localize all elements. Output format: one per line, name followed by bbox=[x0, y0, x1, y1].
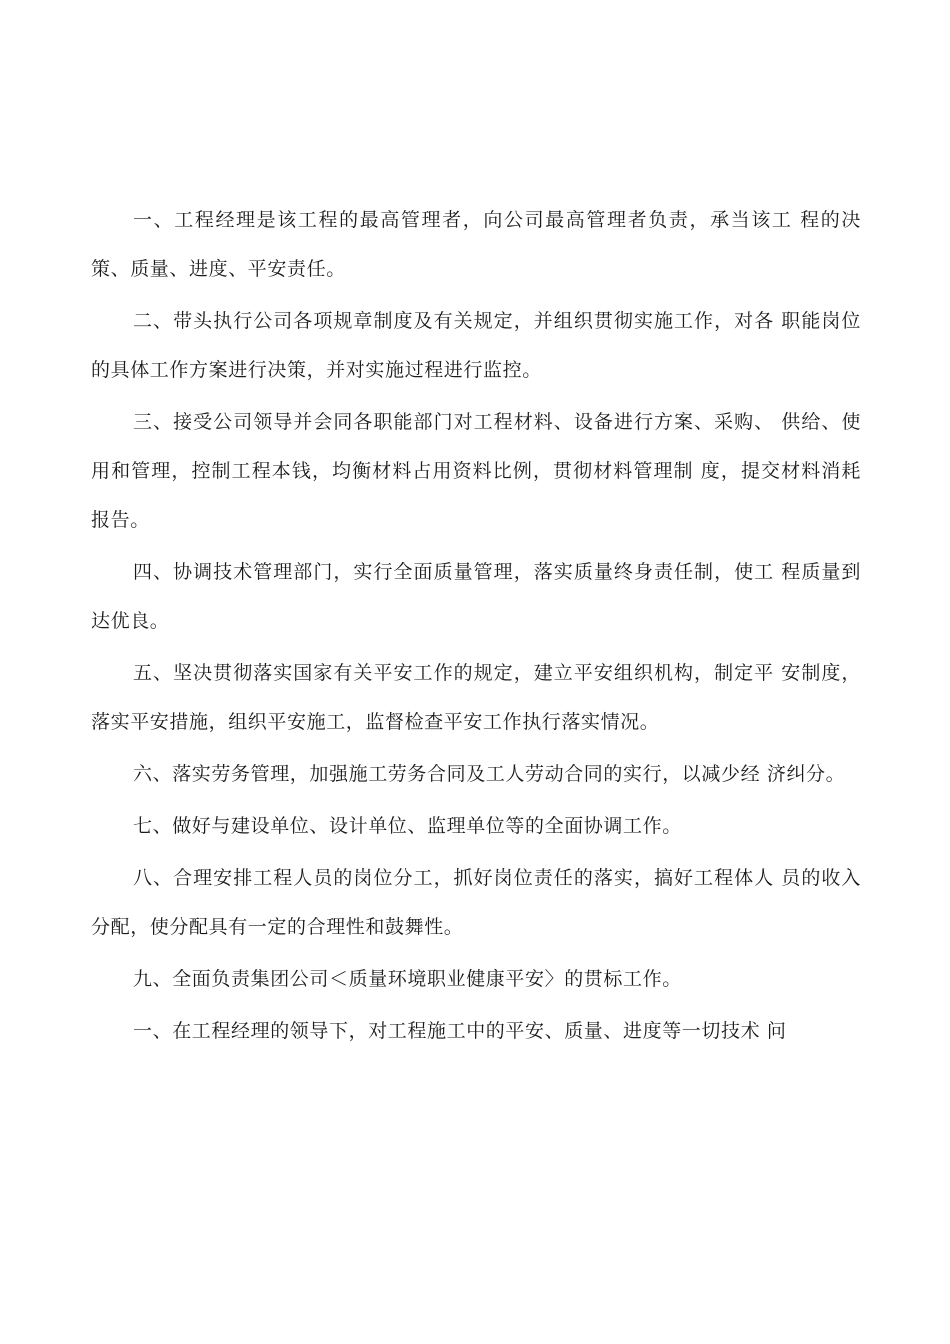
paragraph-4: 四、协调技术管理部门，实行全面质量管理，落实质量终身责任制，使工 程质量到达优良。 bbox=[91, 561, 861, 632]
paragraph-2: 二、带头执行公司各项规章制度及有关规定，并组织贯彻实施工作，对各 职能岗位的具体工作方案进行决策，并对实施过程进行监控。 bbox=[91, 310, 861, 381]
paragraph-6: 六、落实劳务管理，加强施工劳务合同及工人劳动合同的实行，以减少经 济纠分。 bbox=[133, 763, 846, 785]
paragraph-1: 一、工程经理是该工程的最高管理者，向公司最高管理者负责，承当该工 程的决策、质量、进度、平安责任。 bbox=[91, 209, 861, 280]
paragraph-5: 五、坚决贯彻落实国家有关平安工作的规定，建立平安组织机构，制定平 安制度，落实平安措施，组织平安施工，监督检查平安工作执行落实情况。 bbox=[91, 662, 861, 733]
paragraph-7: 七、做好与建设单位、设计单位、监理单位等的全面协调工作。 bbox=[133, 815, 682, 837]
paragraph-9: 九、全面负责集团公司＜质量环境职业健康平安〉的贯标工作。 bbox=[133, 968, 682, 990]
document-body bbox=[91, 196, 861, 1059]
paragraph-8: 八、合理安排工程人员的岗位分工，抓好岗位责任的落实，搞好工程体人 员的收入分配，使分配具有一定的合理性和鼓舞性。 bbox=[91, 867, 861, 938]
paragraph-3: 三、接受公司领导并会同各职能部门对工程材料、设备进行方案、采购、 供给、使用和管理，控制工程本钱，均衡材料占用资料比例，贯彻材料管理制 度，提交材料消耗报告。 bbox=[91, 411, 861, 531]
paragraph-10: 一、在工程经理的领导下，对工程施工中的平安、质量、进度等一切技术 问 bbox=[133, 1020, 787, 1042]
